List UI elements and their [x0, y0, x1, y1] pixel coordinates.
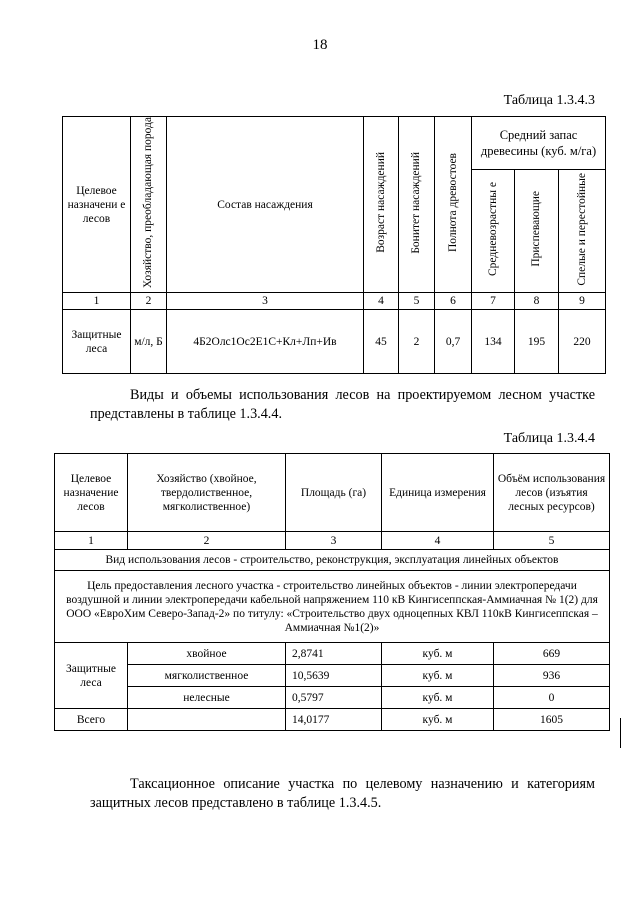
cell-purpose: Защитные леса: [63, 310, 131, 374]
total-economy: [128, 709, 286, 731]
header-economy-text: Хозяйство, преобладающая порода: [142, 117, 154, 289]
table-2-caption: Таблица 1.3.4.4: [503, 431, 595, 446]
cell-economy: хвойное: [128, 643, 286, 665]
header-volume: Объём использования лесов (изъятия лесных ресурсов): [494, 454, 610, 532]
header-economy: Хозяйство (хвойное, твердолиственное, мягколиственное): [128, 454, 286, 532]
cell-bonitet: 2: [399, 310, 435, 374]
header-area: Площадь (га): [286, 454, 382, 532]
col-number: 2: [128, 532, 286, 550]
header-unit: Единица измерения: [382, 454, 494, 532]
cell-stock-mature: 220: [559, 310, 606, 374]
purpose-description: Цель предоставления лесного участка - строительство линейных объектов - линии электропередачи воздушной и линии электропередачи кабельной напряжением 110 кВ Кингисеппская-Аммиачная № 1(2) для ООО «ЕвроХим Северо-Запад-2» по титулу: «Строительство двух одноцепных КВЛ 110кВ Кингисеппская – Аммиачная №1(2)»: [55, 571, 610, 643]
cell-area: 0,5797: [286, 687, 382, 709]
col-number: 8: [515, 293, 559, 310]
header-purpose: Целевое назначени е лесов: [63, 117, 131, 293]
header-stock-mid: [472, 169, 515, 293]
header-stock-mature-text: Спелые и перестойные: [575, 172, 588, 286]
header-composition: Состав насаждения: [167, 117, 364, 293]
cell-stock-mid: 134: [472, 310, 515, 374]
col-number: 3: [286, 532, 382, 550]
header-bonitet-text: Бонитет насаждений: [410, 151, 422, 254]
total-unit: куб. м: [382, 709, 494, 731]
paragraph-2: [90, 775, 595, 813]
total-area: 14,0177: [286, 709, 382, 731]
cell-volume: 0: [494, 687, 610, 709]
forest-usage-table: [54, 453, 610, 731]
header-purpose: Целевое назначение лесов: [55, 454, 128, 532]
forest-composition-table: [62, 116, 606, 374]
col-number: 1: [55, 532, 128, 550]
cell-economy: нелесные: [128, 687, 286, 709]
column-number-row: [63, 293, 606, 310]
col-number: 9: [559, 293, 606, 310]
header-stock-group: Средний запас древесины (куб. м/га): [472, 117, 606, 170]
col-number: 4: [364, 293, 399, 310]
cell-composition: 4Б2Олс1Ос2Е1С+Кл+Лп+Ив: [167, 310, 364, 374]
cell-area: 10,5639: [286, 665, 382, 687]
table-row: [55, 643, 610, 665]
header-stock-pre-text: Приспевающие: [530, 191, 542, 267]
table-row: [55, 665, 610, 687]
header-age-text: Возраст насаждений: [374, 152, 387, 253]
cell-volume: 936: [494, 665, 610, 687]
paragraph-1-text: Виды и объемы использования лесов на проектируемом лесном участке представлены в таблице 1.3.4.4.: [90, 387, 595, 422]
cell-stock-pre: 195: [515, 310, 559, 374]
cell-age: 45: [364, 310, 399, 374]
table-row: [55, 687, 610, 709]
col-number: 3: [167, 293, 364, 310]
col-number: 2: [131, 293, 167, 310]
paragraph-2-text: Таксационное описание участка по целевому назначению и категориям защитных лесов представлено в таблице 1.3.4.5.: [90, 776, 595, 811]
header-bonitet: [399, 117, 435, 293]
col-number: 6: [435, 293, 472, 310]
total-volume: 1605: [494, 709, 610, 731]
col-number: 5: [399, 293, 435, 310]
column-number-row: [55, 532, 610, 550]
cell-unit: куб. м: [382, 643, 494, 665]
header-density: [435, 117, 472, 293]
usage-type-row: Вид использования лесов - строительство, реконструкция, эксплуатация линейных объектов: [55, 550, 610, 571]
header-economy: [131, 117, 167, 293]
col-number: 4: [382, 532, 494, 550]
margin-line: [620, 718, 621, 748]
header-stock-mid-text: Средневозрастны е: [486, 181, 499, 276]
col-number: 1: [63, 293, 131, 310]
cell-economy: м/л, Б: [131, 310, 167, 374]
page-number: 18: [312, 37, 328, 53]
header-stock-pre: [515, 169, 559, 293]
col-number: 7: [472, 293, 515, 310]
header-density-text: Полнота древостоев: [446, 153, 459, 253]
cell-area: 2,8741: [286, 643, 382, 665]
paragraph-1: [90, 386, 595, 424]
group-label: Защитные леса: [55, 643, 128, 709]
cell-density: 0,7: [435, 310, 472, 374]
cell-economy: мягколиственное: [128, 665, 286, 687]
total-row: [55, 709, 610, 731]
header-age: [364, 117, 399, 293]
cell-volume: 669: [494, 643, 610, 665]
table-1-caption: Таблица 1.3.4.3: [503, 93, 595, 108]
cell-unit: куб. м: [382, 665, 494, 687]
header-stock-mature: [559, 169, 606, 293]
col-number: 5: [494, 532, 610, 550]
table-row: [63, 310, 606, 374]
total-label: Всего: [55, 709, 128, 731]
cell-unit: куб. м: [382, 687, 494, 709]
